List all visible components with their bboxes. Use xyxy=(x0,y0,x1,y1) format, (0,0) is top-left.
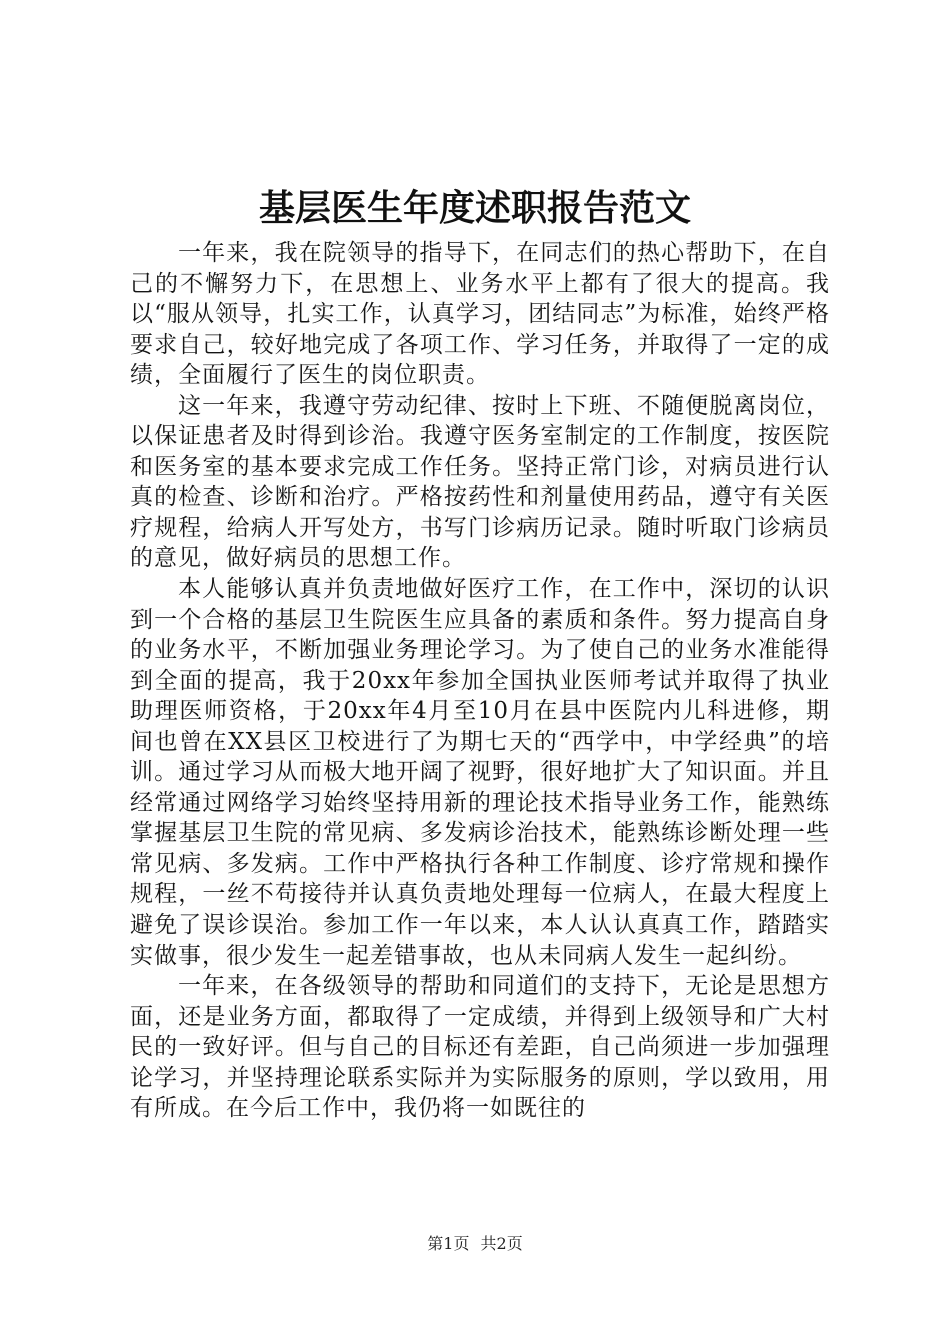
document-title: 基层医生年度述职报告范文 xyxy=(258,187,691,229)
paragraph-3: 本人能够认真并负责地做好医疗工作，在工作中，深切的认识到一个合格的基层卫生院医生应具备的素质和条件。努力提高自身的业务水平，不断加强业务理论学习。为了使自己的业务水准能得到全面的提高，我于20xx年参加全国执业医师考试并取得了执业助理医师资格，于20xx年4月至10月在县中医院内儿科进修，期间也曾在XX县区卫校进行了为期七天的“西学中，中学经典”的培训。通过学习从而极大地开阔了视野，很好地扩大了知识面。并且经常通过网络学习始终坚持用新的理论技术指导业务工作，能熟练掌握基层卫生院的常见病、多发病诊治技术，能熟练诊断处理一些常见病、多发病。工作中严格执行各种工作制度、诊疗常规和操作规程，一丝不苟接待并认真负责地处理每一位病人，在最大程度上避免了误诊误治。参加工作一年以来，本人认认真真工作，踏踏实实做事，很少发生一起差错事故，也从未同病人发生一起纠纷。 xyxy=(130,576,830,969)
page-number: 第1页 xyxy=(427,1234,470,1253)
document-body xyxy=(130,238,830,1124)
page-total: 共2页 xyxy=(480,1234,523,1253)
paragraph-2: 这一年来，我遵守劳动纪律、按时上下班、不随便脱离岗位，以保证患者及时得到诊治。我遵守医务室制定的工作制度，按医院和医务室的基本要求完成工作任务。坚持正常门诊，对病员进行认真的检查、诊断和治疗。严格按药性和剂量使用药品，遵守有关医疗规程，给病人开写处方，书写门诊病历记录。随时听取门诊病员的意见，做好病员的思想工作。 xyxy=(130,392,830,572)
page-footer xyxy=(0,1234,950,1254)
paragraph-1: 一年来，我在院领导的指导下，在同志们的热心帮助下，在自己的不懈努力下，在思想上、业务水平上都有了很大的提高。我以“服从领导，扎实工作，认真学习，团结同志”为标准，始终严格要求自己，较好地完成了各项工作、学习任务，并取得了一定的成绩，全面履行了医生的岗位职责。 xyxy=(130,240,830,389)
paragraph-4: 一年来，在各级领导的帮助和同道们的支持下，无论是思想方面，还是业务方面，都取得了一定成绩，并得到上级领导和广大村民的一致好评。但与自己的目标还有差距，自己尚须进一步加强理论学习，并坚持理论联系实际并为实际服务的原则，学以致用，用有所成。在今后工作中，我仍将一如既往的 xyxy=(130,973,830,1122)
